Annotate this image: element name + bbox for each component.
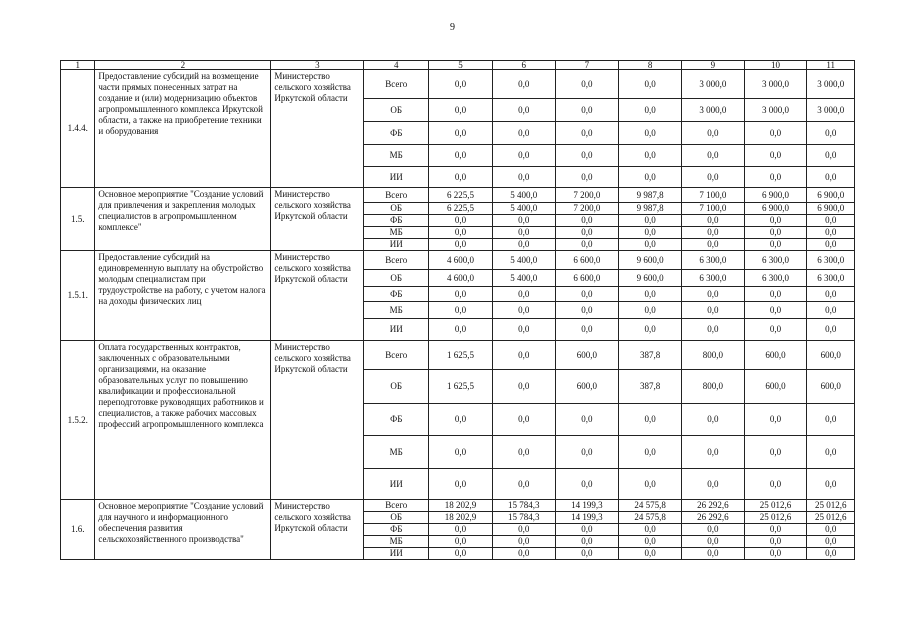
header-row bbox=[61, 61, 855, 70]
value-cell: 9 987,8 bbox=[619, 188, 682, 203]
value-cell: 5 400,0 bbox=[492, 251, 555, 270]
item-name: Оплата государственных контрактов, заключенных с образовательными организациями, на оказание образовательных услуг по повышению квалификации и профессиональной переподготовке руководящих работников и специалистов, а также рабочих массовых профессий агропромышленного комплекса bbox=[95, 341, 271, 500]
value-cell: 0,0 bbox=[429, 404, 493, 436]
value-cell: 0,0 bbox=[807, 536, 855, 548]
value-cell: 0,0 bbox=[492, 548, 555, 560]
value-cell: 0,0 bbox=[619, 536, 682, 548]
item-number: 1.5. bbox=[61, 188, 95, 251]
value-cell: 0,0 bbox=[619, 548, 682, 560]
value-cell: 0,0 bbox=[555, 99, 619, 122]
table-row bbox=[61, 251, 855, 270]
header-cell: 2 bbox=[95, 61, 271, 70]
value-cell: 0,0 bbox=[807, 302, 855, 319]
value-cell: 7 200,0 bbox=[555, 203, 619, 215]
value-cell: 15 784,3 bbox=[492, 512, 555, 524]
value-cell: 18 202,9 bbox=[429, 500, 493, 512]
funding-source: ОБ bbox=[364, 99, 429, 122]
value-cell: 600,0 bbox=[807, 370, 855, 404]
value-cell: 0,0 bbox=[429, 319, 493, 341]
value-cell: 0,0 bbox=[492, 302, 555, 319]
funding-source: Всего bbox=[364, 251, 429, 270]
value-cell: 0,0 bbox=[429, 122, 493, 145]
responsible-organization: Министерство сельского хозяйства Иркутской области bbox=[271, 341, 364, 500]
funding-source: Всего bbox=[364, 500, 429, 512]
value-cell: 25 012,6 bbox=[807, 500, 855, 512]
value-cell: 6 300,0 bbox=[807, 251, 855, 270]
value-cell: 6 300,0 bbox=[744, 251, 807, 270]
value-cell: 3 000,0 bbox=[807, 99, 855, 122]
funding-source: ИИ bbox=[364, 469, 429, 500]
value-cell: 0,0 bbox=[555, 122, 619, 145]
value-cell: 0,0 bbox=[555, 436, 619, 469]
value-cell: 0,0 bbox=[681, 239, 744, 251]
value-cell: 0,0 bbox=[429, 302, 493, 319]
value-cell: 0,0 bbox=[744, 536, 807, 548]
page-number: 9 bbox=[450, 22, 455, 33]
value-cell: 3 000,0 bbox=[807, 70, 855, 99]
header-cell: 3 bbox=[271, 61, 364, 70]
value-cell: 600,0 bbox=[555, 370, 619, 404]
value-cell: 0,0 bbox=[555, 302, 619, 319]
value-cell: 0,0 bbox=[619, 287, 682, 302]
value-cell: 14 199,3 bbox=[555, 512, 619, 524]
value-cell: 0,0 bbox=[619, 99, 682, 122]
header-cell: 6 bbox=[492, 61, 555, 70]
funding-source: ФБ bbox=[364, 404, 429, 436]
header-cell: 1 bbox=[61, 61, 95, 70]
value-cell: 3 000,0 bbox=[681, 99, 744, 122]
funding-source: Всего bbox=[364, 188, 429, 203]
value-cell: 0,0 bbox=[429, 524, 493, 536]
value-cell: 0,0 bbox=[681, 319, 744, 341]
table-row bbox=[61, 188, 855, 203]
value-cell: 0,0 bbox=[429, 536, 493, 548]
value-cell: 0,0 bbox=[744, 227, 807, 239]
responsible-organization: Министерство сельского хозяйства Иркутской области bbox=[271, 188, 364, 251]
value-cell: 0,0 bbox=[492, 536, 555, 548]
funding-source: ИИ bbox=[364, 548, 429, 560]
value-cell: 9 600,0 bbox=[619, 251, 682, 270]
value-cell: 0,0 bbox=[555, 239, 619, 251]
value-cell: 0,0 bbox=[807, 167, 855, 188]
value-cell: 0,0 bbox=[492, 167, 555, 188]
value-cell: 0,0 bbox=[744, 404, 807, 436]
funding-source: МБ bbox=[364, 436, 429, 469]
value-cell: 0,0 bbox=[555, 548, 619, 560]
value-cell: 26 292,6 bbox=[681, 512, 744, 524]
value-cell: 0,0 bbox=[744, 319, 807, 341]
value-cell: 0,0 bbox=[681, 436, 744, 469]
value-cell: 5 400,0 bbox=[492, 203, 555, 215]
header-cell: 7 bbox=[555, 61, 619, 70]
item-name: Предоставление субсидий на единовременную выплату на обустройство молодым специалистам при трудоустройстве на работу, с учетом налога на доходы физических лиц bbox=[95, 251, 271, 341]
value-cell: 0,0 bbox=[555, 536, 619, 548]
value-cell: 7 200,0 bbox=[555, 188, 619, 203]
value-cell: 0,0 bbox=[492, 469, 555, 500]
value-cell: 6 300,0 bbox=[807, 270, 855, 287]
value-cell: 0,0 bbox=[681, 167, 744, 188]
value-cell: 0,0 bbox=[492, 524, 555, 536]
value-cell: 0,0 bbox=[492, 70, 555, 99]
table-row bbox=[61, 500, 855, 512]
value-cell: 0,0 bbox=[681, 215, 744, 227]
value-cell: 0,0 bbox=[744, 302, 807, 319]
value-cell: 0,0 bbox=[429, 167, 493, 188]
funding-source: ОБ bbox=[364, 270, 429, 287]
value-cell: 0,0 bbox=[744, 287, 807, 302]
value-cell: 0,0 bbox=[807, 215, 855, 227]
value-cell: 0,0 bbox=[744, 436, 807, 469]
value-cell: 25 012,6 bbox=[744, 512, 807, 524]
value-cell: 0,0 bbox=[429, 469, 493, 500]
funding-source: МБ bbox=[364, 145, 429, 167]
value-cell: 0,0 bbox=[619, 404, 682, 436]
value-cell: 0,0 bbox=[807, 227, 855, 239]
value-cell: 0,0 bbox=[492, 404, 555, 436]
funding-source: ОБ bbox=[364, 370, 429, 404]
value-cell: 600,0 bbox=[744, 370, 807, 404]
value-cell: 0,0 bbox=[744, 215, 807, 227]
value-cell: 24 575,8 bbox=[619, 512, 682, 524]
value-cell: 0,0 bbox=[492, 341, 555, 370]
value-cell: 4 600,0 bbox=[429, 270, 493, 287]
value-cell: 0,0 bbox=[619, 524, 682, 536]
value-cell: 0,0 bbox=[744, 122, 807, 145]
value-cell: 0,0 bbox=[807, 404, 855, 436]
header-cell: 10 bbox=[744, 61, 807, 70]
value-cell: 0,0 bbox=[807, 469, 855, 500]
value-cell: 0,0 bbox=[492, 227, 555, 239]
funding-source: МБ bbox=[364, 227, 429, 239]
item-number: 1.4.4. bbox=[61, 70, 95, 188]
value-cell: 387,8 bbox=[619, 370, 682, 404]
funding-source: ФБ bbox=[364, 287, 429, 302]
value-cell: 0,0 bbox=[807, 319, 855, 341]
funding-source: ОБ bbox=[364, 512, 429, 524]
item-name: Основное мероприятие "Создание условий для привлечения и закрепления молодых специалистов в агропромышленном комплексе" bbox=[95, 188, 271, 251]
funding-source: ФБ bbox=[364, 524, 429, 536]
header-cell: 9 bbox=[681, 61, 744, 70]
funding-source: ИИ bbox=[364, 167, 429, 188]
value-cell: 0,0 bbox=[492, 370, 555, 404]
value-cell: 0,0 bbox=[681, 548, 744, 560]
funding-source: Всего bbox=[364, 341, 429, 370]
value-cell: 5 400,0 bbox=[492, 188, 555, 203]
value-cell: 600,0 bbox=[807, 341, 855, 370]
value-cell: 6 900,0 bbox=[744, 203, 807, 215]
value-cell: 26 292,6 bbox=[681, 500, 744, 512]
value-cell: 0,0 bbox=[744, 524, 807, 536]
header-cell: 8 bbox=[619, 61, 682, 70]
value-cell: 600,0 bbox=[744, 341, 807, 370]
value-cell: 0,0 bbox=[807, 239, 855, 251]
value-cell: 0,0 bbox=[429, 287, 493, 302]
responsible-organization: Министерство сельского хозяйства Иркутской области bbox=[271, 251, 364, 341]
value-cell: 0,0 bbox=[619, 145, 682, 167]
value-cell: 0,0 bbox=[744, 548, 807, 560]
funding-source: МБ bbox=[364, 536, 429, 548]
value-cell: 0,0 bbox=[807, 287, 855, 302]
value-cell: 6 300,0 bbox=[681, 270, 744, 287]
value-cell: 0,0 bbox=[681, 536, 744, 548]
item-name: Основное мероприятие "Создание условий для научного и информационного обеспечения развития сельскохозяйственного производства" bbox=[95, 500, 271, 560]
value-cell: 0,0 bbox=[807, 145, 855, 167]
value-cell: 0,0 bbox=[555, 70, 619, 99]
value-cell: 25 012,6 bbox=[744, 500, 807, 512]
funding-source: ИИ bbox=[364, 239, 429, 251]
item-name: Предоставление субсидий на возмещение части прямых понесенных затрат на создание и (или) модернизацию объектов агропромышленного комплекса Иркутской области, а также на приобретение техники и оборудования bbox=[95, 70, 271, 188]
funding-source: Всего bbox=[364, 70, 429, 99]
value-cell: 3 000,0 bbox=[744, 99, 807, 122]
value-cell: 0,0 bbox=[492, 319, 555, 341]
header-cell: 5 bbox=[429, 61, 493, 70]
value-cell: 800,0 bbox=[681, 341, 744, 370]
value-cell: 0,0 bbox=[492, 122, 555, 145]
funding-source: ФБ bbox=[364, 122, 429, 145]
value-cell: 7 100,0 bbox=[681, 203, 744, 215]
value-cell: 0,0 bbox=[492, 215, 555, 227]
value-cell: 0,0 bbox=[807, 548, 855, 560]
value-cell: 0,0 bbox=[555, 404, 619, 436]
value-cell: 600,0 bbox=[555, 341, 619, 370]
value-cell: 0,0 bbox=[429, 239, 493, 251]
value-cell: 9 987,8 bbox=[619, 203, 682, 215]
value-cell: 7 100,0 bbox=[681, 188, 744, 203]
header-cell: 4 bbox=[364, 61, 429, 70]
value-cell: 4 600,0 bbox=[429, 251, 493, 270]
value-cell: 6 600,0 bbox=[555, 251, 619, 270]
value-cell: 0,0 bbox=[429, 215, 493, 227]
value-cell: 0,0 bbox=[619, 70, 682, 99]
value-cell: 1 625,5 bbox=[429, 370, 493, 404]
value-cell: 0,0 bbox=[429, 145, 493, 167]
value-cell: 6 300,0 bbox=[744, 270, 807, 287]
value-cell: 6 900,0 bbox=[807, 188, 855, 203]
value-cell: 0,0 bbox=[807, 524, 855, 536]
value-cell: 0,0 bbox=[807, 436, 855, 469]
table-row bbox=[61, 70, 855, 99]
value-cell: 0,0 bbox=[555, 319, 619, 341]
value-cell: 14 199,3 bbox=[555, 500, 619, 512]
value-cell: 0,0 bbox=[681, 404, 744, 436]
value-cell: 800,0 bbox=[681, 370, 744, 404]
value-cell: 15 784,3 bbox=[492, 500, 555, 512]
value-cell: 0,0 bbox=[619, 436, 682, 469]
value-cell: 0,0 bbox=[744, 469, 807, 500]
value-cell: 0,0 bbox=[492, 287, 555, 302]
value-cell: 0,0 bbox=[744, 145, 807, 167]
value-cell: 0,0 bbox=[619, 215, 682, 227]
value-cell: 6 225,5 bbox=[429, 188, 493, 203]
item-number: 1.5.1. bbox=[61, 251, 95, 341]
value-cell: 0,0 bbox=[555, 287, 619, 302]
responsible-organization: Министерство сельского хозяйства Иркутской области bbox=[271, 70, 364, 188]
value-cell: 1 625,5 bbox=[429, 341, 493, 370]
item-number: 1.5.2. bbox=[61, 341, 95, 500]
value-cell: 25 012,6 bbox=[807, 512, 855, 524]
value-cell: 0,0 bbox=[619, 302, 682, 319]
budget-table bbox=[60, 60, 855, 560]
header-cell: 11 bbox=[807, 61, 855, 70]
funding-source: ОБ bbox=[364, 203, 429, 215]
value-cell: 6 900,0 bbox=[807, 203, 855, 215]
value-cell: 0,0 bbox=[555, 524, 619, 536]
value-cell: 0,0 bbox=[619, 227, 682, 239]
value-cell: 0,0 bbox=[744, 239, 807, 251]
funding-source: ИИ bbox=[364, 319, 429, 341]
value-cell: 6 600,0 bbox=[555, 270, 619, 287]
funding-source: МБ bbox=[364, 302, 429, 319]
value-cell: 0,0 bbox=[555, 227, 619, 239]
value-cell: 0,0 bbox=[619, 122, 682, 145]
value-cell: 0,0 bbox=[681, 469, 744, 500]
funding-source: ФБ bbox=[364, 215, 429, 227]
value-cell: 3 000,0 bbox=[681, 70, 744, 99]
responsible-organization: Министерство сельского хозяйства Иркутской области bbox=[271, 500, 364, 560]
value-cell: 0,0 bbox=[681, 227, 744, 239]
value-cell: 5 400,0 bbox=[492, 270, 555, 287]
value-cell: 0,0 bbox=[429, 436, 493, 469]
value-cell: 0,0 bbox=[429, 70, 493, 99]
value-cell: 0,0 bbox=[619, 167, 682, 188]
value-cell: 0,0 bbox=[429, 99, 493, 122]
value-cell: 0,0 bbox=[681, 524, 744, 536]
value-cell: 0,0 bbox=[807, 122, 855, 145]
value-cell: 0,0 bbox=[619, 319, 682, 341]
value-cell: 3 000,0 bbox=[744, 70, 807, 99]
value-cell: 0,0 bbox=[681, 145, 744, 167]
value-cell: 0,0 bbox=[555, 215, 619, 227]
value-cell: 0,0 bbox=[429, 548, 493, 560]
value-cell: 0,0 bbox=[681, 122, 744, 145]
value-cell: 0,0 bbox=[555, 167, 619, 188]
value-cell: 0,0 bbox=[619, 469, 682, 500]
value-cell: 0,0 bbox=[681, 302, 744, 319]
value-cell: 0,0 bbox=[555, 145, 619, 167]
value-cell: 0,0 bbox=[744, 167, 807, 188]
value-cell: 0,0 bbox=[492, 99, 555, 122]
value-cell: 6 900,0 bbox=[744, 188, 807, 203]
value-cell: 0,0 bbox=[681, 287, 744, 302]
value-cell: 0,0 bbox=[492, 145, 555, 167]
value-cell: 9 600,0 bbox=[619, 270, 682, 287]
item-number: 1.6. bbox=[61, 500, 95, 560]
value-cell: 0,0 bbox=[492, 436, 555, 469]
value-cell: 0,0 bbox=[429, 227, 493, 239]
table-row bbox=[61, 341, 855, 370]
value-cell: 0,0 bbox=[619, 239, 682, 251]
value-cell: 6 225,5 bbox=[429, 203, 493, 215]
value-cell: 0,0 bbox=[492, 239, 555, 251]
value-cell: 387,8 bbox=[619, 341, 682, 370]
value-cell: 0,0 bbox=[555, 469, 619, 500]
value-cell: 6 300,0 bbox=[681, 251, 744, 270]
value-cell: 24 575,8 bbox=[619, 500, 682, 512]
value-cell: 18 202,9 bbox=[429, 512, 493, 524]
